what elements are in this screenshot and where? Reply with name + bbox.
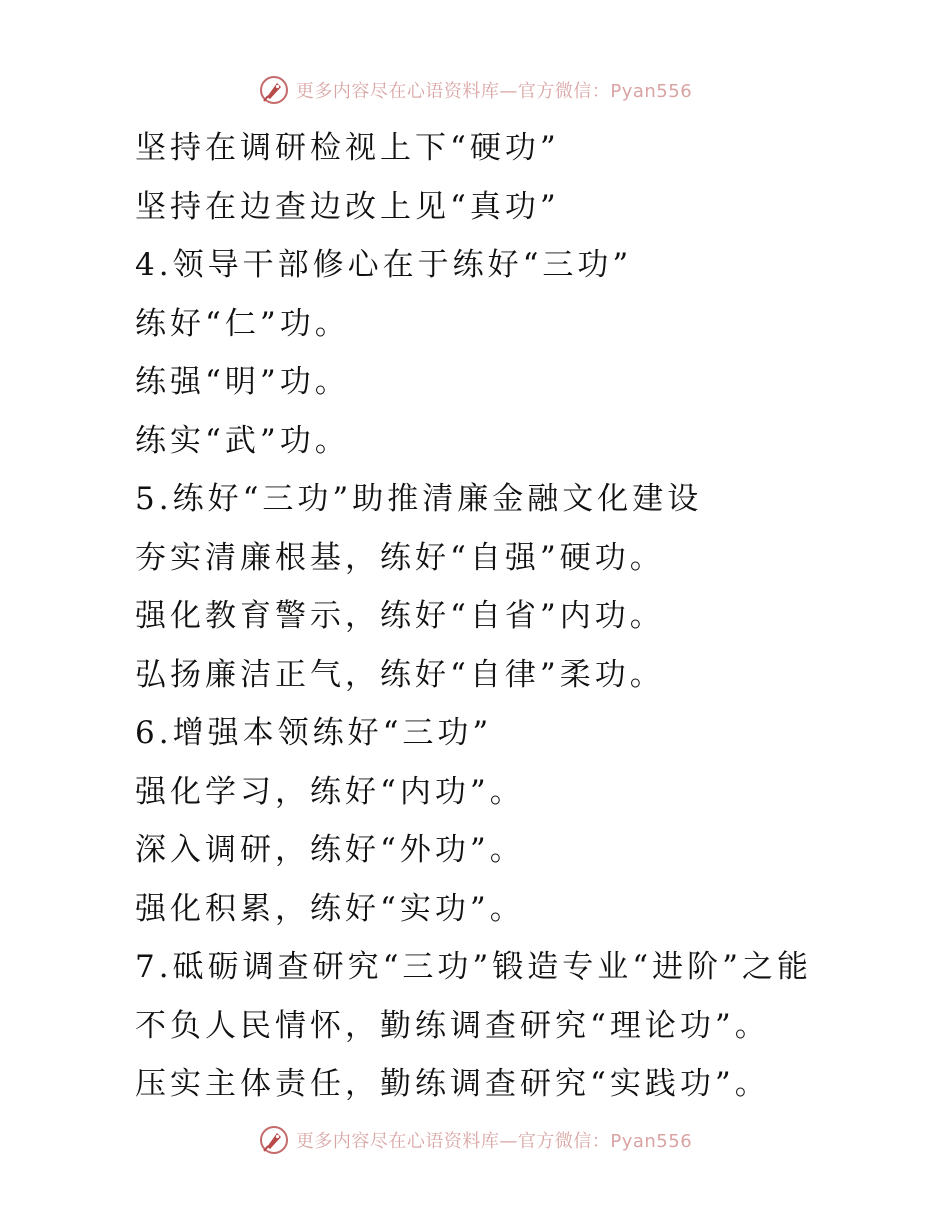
document-body bbox=[135, 119, 915, 1114]
section-heading: 6.增强本领练好“三功” bbox=[135, 715, 493, 751]
pen-nib-logo-icon bbox=[258, 74, 290, 106]
text-line: 坚持在边查边改上见“真功” bbox=[135, 188, 560, 225]
text-line: 强化积累，练好“实功”。 bbox=[135, 890, 525, 927]
text-line: 弘扬廉洁正气，练好“自律”柔功。 bbox=[135, 656, 665, 693]
section-heading: 5.练好“三功”助推清廉金融文化建设 bbox=[135, 481, 703, 517]
text-line: 练强“明”功。 bbox=[135, 364, 350, 400]
pen-nib-logo-icon bbox=[258, 1124, 290, 1156]
watermark-text: 更多内容尽在心语资料库—官方微信：Pyan556 bbox=[295, 81, 693, 102]
footer-watermark bbox=[0, 1120, 950, 1160]
text-line: 坚持在调研检视上下“硬功” bbox=[135, 130, 560, 166]
text-line: 不负人民情怀，勤练调查研究“理论功”。 bbox=[135, 1007, 770, 1044]
header-watermark bbox=[0, 70, 950, 110]
text-line: 强化教育警示，练好“自省”内功。 bbox=[135, 598, 665, 634]
watermark-text: 更多内容尽在心语资料库—官方微信：Pyan556 bbox=[295, 1131, 693, 1152]
section-heading: 7.砥砺调查研究“三功”锻造专业“进阶”之能 bbox=[135, 949, 812, 985]
text-line: 强化学习，练好“内功”。 bbox=[135, 773, 525, 810]
text-line: 练好“仁”功。 bbox=[135, 305, 350, 342]
text-line: 压实主体责任，勤练调查研究“实践功”。 bbox=[135, 1066, 770, 1102]
text-line: 夯实清廉根基，练好“自强”硬功。 bbox=[135, 539, 665, 576]
text-line: 练实“武”功。 bbox=[135, 422, 350, 459]
text-line: 深入调研，练好“外功”。 bbox=[135, 832, 525, 868]
section-heading: 4.领导干部修心在于练好“三功” bbox=[135, 247, 633, 283]
